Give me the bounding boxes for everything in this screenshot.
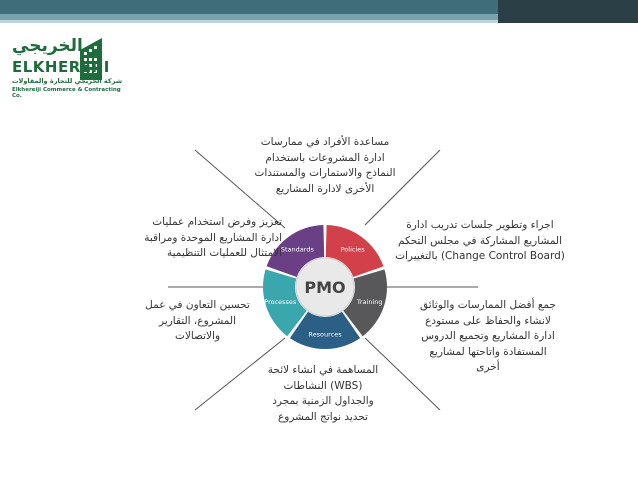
- text-block-lower-left: [130, 298, 265, 345]
- text-block-bottom: [248, 363, 398, 425]
- text-upper-right-line-2: المشاريع المشاركة في مجلس التحكم: [397, 234, 563, 247]
- logo-arabic-subtitle: شركة الخريجي للتجارة والمقاولات: [12, 77, 123, 85]
- text-lower-left-line-3: والاتصالات: [174, 330, 221, 342]
- logo-english-name: ELKHEREIJI: [12, 58, 110, 76]
- wheel-label-policies: Policies: [340, 245, 365, 254]
- wheel-label-standards: Standards: [280, 245, 314, 254]
- text-bottom-line-3: والجداول الزمنية بمجرد: [272, 395, 374, 407]
- text-upper-left-line-1: تعزيز وفرض استخدام عمليات: [152, 216, 282, 228]
- text-top-line-2: ادارة المشروعات باستخدام: [265, 151, 385, 164]
- text-block-top: [240, 135, 410, 197]
- text-lower-right-line-2: لانشاء والحفاظ على مستودع: [425, 314, 551, 327]
- logo-arabic-name: الخريجي: [12, 36, 83, 56]
- text-lower-left-line-1: تحسين التعاون في عمل: [145, 299, 250, 311]
- text-upper-left-line-2: ادارة المشاريع الموحدة ومراقبة: [144, 231, 282, 244]
- text-bottom-line-2: (WBS) النشاطات: [283, 379, 363, 392]
- text-top-line-1: مساعدة الأفراد في ممارسات: [260, 136, 390, 148]
- text-block-upper-right: [385, 218, 575, 265]
- text-bottom-line-4: تحديد نواتج المشروع: [278, 410, 368, 423]
- text-lower-right-line-1: جمع أفضل الممارسات والوثائق: [420, 299, 556, 311]
- text-lower-right-line-3: ادارة المشاريع وتجميع الدروس: [421, 330, 555, 342]
- text-bottom-line-1: المساهمة في انشاء لائحة: [267, 364, 379, 376]
- text-top-line-3: النماذج والاستمارات والمستندات: [254, 167, 396, 179]
- wheel-label-processes: Processes: [264, 298, 297, 307]
- logo-english-subtitle: Elkhereiji Commerce & Contracting Co.: [12, 87, 121, 99]
- text-upper-left-line-3: الامتثال للعمليات التنظيمية: [166, 247, 282, 259]
- text-lower-right-line-5: أخرى: [476, 361, 500, 373]
- pmo-center-label: PMO: [304, 278, 346, 297]
- text-upper-right-line-1: اجراء وتطوير جلسات تدريب ادارة: [406, 219, 554, 231]
- text-lower-right-line-4: المستفادة واتاحتها لمشاريع: [429, 345, 547, 358]
- text-lower-left-line-2: المشروع، التقارير: [159, 314, 236, 327]
- text-upper-right-line-3: (Change Control Board) بالتغييرات: [395, 250, 565, 262]
- wheel-label-training: Training: [356, 298, 383, 307]
- text-block-upper-left: [112, 215, 282, 262]
- text-top-line-4: الأخرى لادارة المشاريع: [275, 182, 375, 195]
- text-block-lower-right: [398, 298, 578, 376]
- wheel-label-resources: Resources: [308, 330, 342, 339]
